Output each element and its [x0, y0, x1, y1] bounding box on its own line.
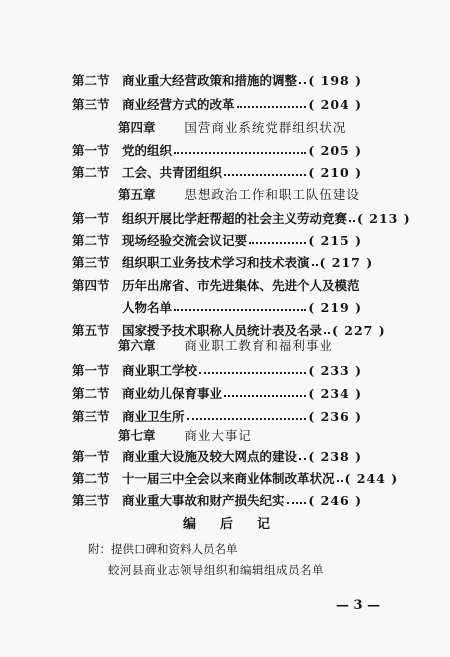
chapter-title: 商业职工教育和福利事业 — [184, 338, 333, 353]
section-number: 第一节 — [72, 211, 110, 226]
section-number: 第一节 — [72, 143, 110, 158]
epilogue-heading: 编后记 — [183, 517, 295, 532]
dot-leader — [224, 391, 306, 397]
chapter-heading — [118, 426, 252, 446]
section-title: 商业重大事故和财产损失纪实 — [122, 493, 285, 508]
section-title: 商业职工学校 — [122, 363, 198, 378]
section-title: 十一届三中全会以来商业体制改革状况 — [122, 471, 335, 486]
dot-leader — [224, 170, 306, 176]
appendix-note-2: 蛟河县商业志领导组织和编辑组成员名单 — [108, 563, 324, 577]
section-title: 党的组织 — [122, 143, 173, 158]
toc-entry — [72, 94, 362, 114]
toc-entry — [72, 208, 411, 228]
section-number: 第三节 — [72, 409, 110, 424]
toc-entry — [72, 252, 374, 272]
section-title: 组织职工业务技术学习和技术表演 — [122, 255, 310, 270]
dot-leader — [187, 414, 307, 420]
chapter-number: 第七章 — [118, 428, 156, 443]
chapter-heading — [118, 185, 360, 205]
section-number: 第四节 — [72, 278, 110, 293]
dot-leader — [312, 260, 318, 266]
section-number: 第二节 — [72, 73, 110, 88]
dot-leader — [299, 78, 306, 84]
toc-entry — [72, 490, 362, 510]
toc-entry — [72, 406, 362, 426]
section-title: 历年出席省、市先进集体、先进个人及模范 — [122, 278, 360, 293]
page-ref: ( 210 ) — [308, 165, 362, 180]
page-ref: ( 227 ) — [332, 323, 386, 338]
chapter-number: 第四章 — [118, 120, 156, 135]
appendix-note: 附：提供口碑和资料人员名单 — [88, 542, 238, 556]
page-ref: ( 246 ) — [308, 493, 362, 508]
section-number: 第二节 — [72, 233, 110, 248]
page-ref: ( 215 ) — [308, 233, 362, 248]
section-title: 国家授予技术职称人员统计表及名录 — [122, 323, 323, 338]
section-number: 第三节 — [72, 97, 110, 112]
dot-leader — [174, 305, 306, 311]
dot-leader — [174, 148, 306, 154]
toc-entry — [72, 162, 362, 182]
chapter-number: 第五章 — [118, 187, 156, 202]
toc-entry — [72, 360, 362, 380]
toc-entry-continuation — [122, 297, 362, 317]
toc-entry — [72, 70, 362, 90]
section-title: 商业重大设施及较大网点的建设 — [122, 449, 298, 464]
page-ref: ( 219 ) — [308, 300, 362, 315]
page-ref: ( 244 ) — [344, 471, 399, 486]
page-ref: ( 204 ) — [308, 97, 362, 112]
section-title: 工会、共青团组织 — [122, 165, 223, 180]
section-number: 第二节 — [72, 386, 110, 401]
section-number: 第二节 — [72, 471, 110, 486]
section-title: 商业经营方式的改革 — [122, 97, 235, 112]
toc-entry — [72, 230, 362, 250]
toc-entry — [72, 383, 362, 403]
dot-leader — [349, 216, 355, 222]
page-ref: ( 198 ) — [308, 73, 362, 88]
page-ref: ( 213 ) — [357, 211, 411, 226]
page-number: — 3 — — [336, 598, 381, 613]
dot-leader — [299, 454, 306, 460]
section-number: 第一节 — [72, 363, 110, 378]
chapter-heading — [118, 118, 346, 138]
dot-leader — [249, 238, 306, 244]
dot-leader — [199, 368, 306, 374]
section-title: 商业卫生所 — [122, 409, 185, 424]
section-title: 商业幼儿保育事业 — [122, 386, 223, 401]
chapter-number: 第六章 — [118, 338, 156, 353]
dot-leader — [287, 498, 307, 504]
page-ref: ( 238 ) — [308, 449, 362, 464]
chapter-title: 商业大事记 — [184, 428, 252, 443]
toc-entry — [72, 275, 362, 295]
section-title: 现场经验交流会议记要 — [122, 233, 248, 248]
dot-leader — [324, 328, 330, 334]
page-ref: ( 233 ) — [308, 363, 362, 378]
section-number: 第五节 — [72, 323, 110, 338]
page-ref: ( 205 ) — [308, 143, 362, 158]
section-number: 第二节 — [72, 165, 110, 180]
chapter-title: 思想政治工作和职工队伍建设 — [184, 187, 360, 202]
section-title: 商业重大经营政策和措施的调整 — [122, 73, 298, 88]
section-number: 第三节 — [72, 493, 110, 508]
toc-entry — [72, 446, 362, 466]
page-ref: ( 217 ) — [319, 255, 374, 270]
dot-leader — [337, 476, 343, 482]
section-title-continued: 人物名单 — [122, 300, 173, 315]
section-number: 第一节 — [72, 449, 110, 464]
dot-leader — [237, 102, 307, 108]
section-number: 第三节 — [72, 255, 110, 270]
page-ref: ( 236 ) — [308, 409, 362, 424]
chapter-heading — [118, 336, 333, 356]
toc-entry — [72, 468, 399, 488]
section-title: 组织开展比学赶帮超的社会主义劳动竞赛 — [122, 211, 348, 226]
page-ref: ( 234 ) — [308, 386, 362, 401]
toc-entry — [72, 140, 362, 160]
chapter-title: 国营商业系统党群组织状况 — [184, 120, 347, 135]
